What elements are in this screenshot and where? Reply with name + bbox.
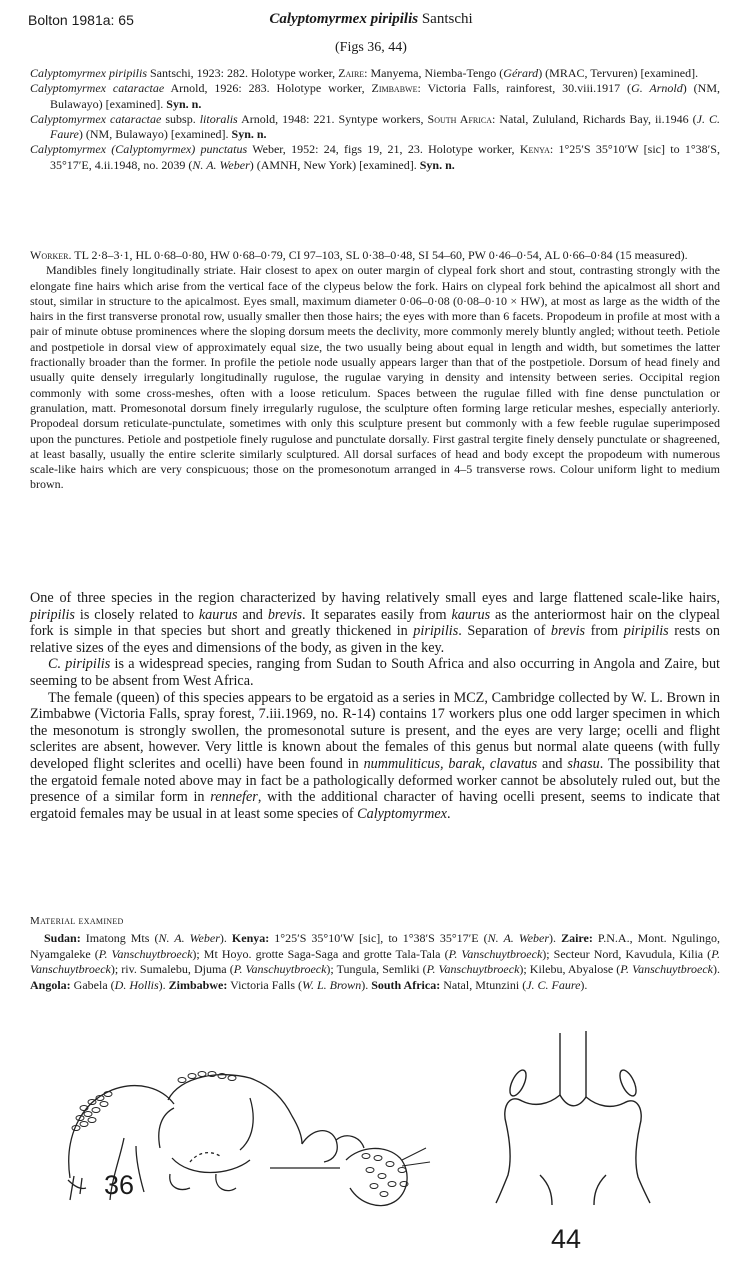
species-author: Santschi xyxy=(421,11,473,27)
text-run: . xyxy=(446,805,451,822)
synonymy-text: ) (AMNH, New York) [examined]. xyxy=(249,157,420,172)
bold-text: Sudan: xyxy=(44,931,81,945)
bold-text: Angola: xyxy=(30,977,71,992)
text-run: is closely related to xyxy=(74,606,199,623)
italic-text: P. Vanschuytbroeck xyxy=(30,946,720,977)
discussion xyxy=(30,590,720,822)
synonymy-text: ) (NM, Bulawayo) [examined]. xyxy=(78,127,232,142)
text-run: and xyxy=(237,606,268,623)
italic-text: P. Vanschuytbroeck xyxy=(98,946,193,961)
synonym-mark: Syn. n. xyxy=(419,157,455,172)
synonymy-text: Weber, 1952: 24, figs 19, 21, 23. Holotype worker, xyxy=(247,142,520,157)
synonym-mark: Syn. n. xyxy=(231,127,267,142)
text-run: ); Tungula, Semliki ( xyxy=(326,962,427,977)
synonymy-text: ) (MRAC, Tervuren) [examined]. xyxy=(538,66,699,80)
synonymy-entry xyxy=(30,66,720,81)
synonymy-text: : 1°25′S 35°10′W [sic] to 1°38′S, 35°17′E, 4.ii.1948, no. 2039 ( xyxy=(50,142,720,172)
discussion-paragraph-3 xyxy=(30,690,720,823)
figure-36-drawing xyxy=(40,1028,440,1218)
text-run: Victoria Falls ( xyxy=(227,977,303,992)
italic-text: kaurus xyxy=(198,606,238,623)
text-run: . It separates easily from xyxy=(301,606,452,623)
worker-description xyxy=(30,248,720,493)
country-name: Zimbabwe xyxy=(371,81,418,96)
text-run: from xyxy=(585,623,624,640)
text-run: ); Secteur Nord, Kavudula, Kilia ( xyxy=(542,946,712,961)
text-run: ); Mt Hoyo. grotte Saga-Saga and grotte Tala-Tala ( xyxy=(192,946,449,961)
italic-text: J. C. Faure xyxy=(526,977,581,992)
italic-text: kaurus xyxy=(451,606,491,623)
collector-name: N. A. Weber xyxy=(192,157,250,172)
bold-text: South Africa: xyxy=(371,977,441,992)
text-run: The female (queen) of this species appears to be ergatoid as a series in MCZ, Cambridge collected by W. L. Brown in Zimbabwe (Victoria Falls, spray forest, 7.iii.1969, no. R-14) contains 17 workers plus one odd larger specimen in which the mesonotum is strongly swollen, the promesonotal suture is present, and the eyes are very large; ocelli and flight sclerites are absent, however. Very little is known about the females of this genus but normal alate queens (with fully developed flight sclerites and ocelli) have been found in xyxy=(30,689,720,772)
italic-text: P. Vanschuytbroeck xyxy=(620,962,713,977)
italic-text: brevis xyxy=(267,606,302,623)
text-run: ). xyxy=(549,931,562,945)
text-run: ); riv. Sumalebu, Djuma ( xyxy=(110,962,234,977)
text-run: . The possibility that the ergatoid female noted above may in fact be a pathologically deformed worker cannot be absolutely ruled out, but the presence of a similar form in xyxy=(30,755,720,806)
synonymy-text: : Victoria Falls, rainforest, 30.viii.1917 ( xyxy=(417,81,632,96)
italic-text: nummuliticus, barak, clavatus xyxy=(363,755,538,772)
italic-text: P. Vanschuytbroeck xyxy=(448,946,543,961)
worker-label: Worker xyxy=(30,248,69,262)
italic-text: N. A. Weber xyxy=(487,931,550,945)
taxon-name: Calyptomyrmex piripilis xyxy=(30,66,147,80)
synonymy-text: ) (NM, Bulawayo) [examined]. xyxy=(50,81,721,111)
text-run: ). xyxy=(361,977,372,992)
collector-name: J. C. Faure xyxy=(50,111,721,142)
collector-name: G. Arnold xyxy=(631,81,683,96)
text-run: ). xyxy=(712,962,720,977)
italic-text: shasu xyxy=(567,755,600,772)
text-run: rests on relative sizes of the eyes and dimensions of the body, as given in the key. xyxy=(30,623,720,656)
italic-text: piripilis xyxy=(413,623,459,640)
italic-text: N. A. Weber xyxy=(158,931,220,945)
worker-description-text: Mandibles finely longitudinally striate. Hair closest to apex on outer margin of clypeal fork short and stout, contrasting strongly with the elongate fine hairs which arise from the vertical face of the clypeus below the fork. Hairs on clypeal fork behind the apicalmost all short and stout, similar in structure to the apicalmost. Eyes small, maximum diameter 0·06–0·08 (0·08–0·10 × HW), at most as large as the width of the hairs in the first transverse pronotal row, usually smaller then those hairs; the eyes with more than 6 facets. Propodeum in profile at most with a pair of minute obtuse prominences where the sloping dorsum meets the declivity, more commonly merely bluntly angled; without teeth. Petiole and postpetiole in dorsal view of approximately equal size, the two usually being about equal in length and width, but sometimes the latter fractionally broader than the former. In profile the petiole node usually appears larger than that of the postpetiole. Dorsum of head finely and usually quite densely irregularly longitudinally rugulose, the rugulae varying in density and intensity between series. Occipital region commonly with some cross-meshes, often with a loose reticulum. Spaces between the rugulae filled with fine dense punctulation or granulation, matt. Promesonotal dorsum finely irregularly rugulose, the sculpture often forming large reticular meshes, especially anteriorly. Propodeal dorsum reticulate-punctulate, sometimes with only this sculpture present but commonly with a few feeble rugulae superimposed upon the punctures. Petiole and postpetiole finely rugulose and punctulate dorsally. First gastral tergite finely densely punctulate or shagreened, at least basally, usually the entire sclerite similarly sculptured. All dorsal surfaces of head and body except the propodeum with numerous scale-like hairs which are very conspicuous; those on the promesonotum arranged in 4–5 transverse rows. Colour uniform light to medium brown. xyxy=(30,263,720,492)
synonymy-text: Santschi, 1923: 282. Holotype worker, xyxy=(147,66,339,80)
text-run: as the anteriormost hair on the clypeal fork is simple in that species but short and greatly thickened in xyxy=(30,606,720,640)
italic-text: Calyptomyrmex xyxy=(357,805,447,822)
figure-44-label: 44 xyxy=(551,1224,582,1254)
synonym-mark: Syn. n. xyxy=(166,96,202,111)
text-run: . Separation of xyxy=(458,623,551,640)
measurements-text: . TL 2·8–3·1, HL 0·68–0·80, HW 0·68–0·79, CI 97–103, SL 0·38–0·48, SI 54–60, PW 0·46–0·54, AL 0·66–0·84 (15 measured). xyxy=(68,248,688,262)
text-run: Natal, Mtunzini ( xyxy=(440,977,527,992)
text-run: and xyxy=(537,755,568,772)
synonymy-entry xyxy=(30,112,720,143)
collector-name: Gérard xyxy=(503,66,539,80)
figure-reference: (Figs 36, 44) xyxy=(335,40,407,55)
bold-text: Zimbabwe: xyxy=(168,977,228,992)
figure-36-label: 36 xyxy=(104,1170,135,1200)
italic-text: brevis xyxy=(550,623,586,640)
synonymy-text: Arnold, 1926: 283. Holotype worker, xyxy=(164,81,372,96)
text-run: Imatong Mts ( xyxy=(80,931,159,945)
italic-text: D. Hollis xyxy=(114,977,159,992)
taxon-name: Calyptomyrmex cataractae xyxy=(30,81,165,96)
text-run: ). xyxy=(219,931,232,945)
synonymy-text: : Manyema, Niemba-Tengo ( xyxy=(364,66,504,80)
text-run: ). xyxy=(580,977,588,992)
synonymy-text: Arnold, 1948: 221. Syntype workers, xyxy=(237,111,428,126)
italic-text: piripilis xyxy=(623,623,669,640)
italic-text: piripilis xyxy=(30,606,75,623)
text-run: Gabela ( xyxy=(70,977,115,992)
country-name: Kenya xyxy=(519,142,550,157)
discussion-paragraph-1 xyxy=(30,590,720,656)
material-examined xyxy=(30,931,720,993)
worker-measurements xyxy=(30,248,720,263)
text-run: is a widespread species, ranging from Sudan to South Africa and also occurring in Angola and Zaire, but seeming to be absent from West Africa. xyxy=(30,656,720,689)
text-run: ); Kilebu, Abyalose ( xyxy=(519,962,621,977)
species-title xyxy=(0,11,742,28)
figure-44-drawing xyxy=(478,1025,668,1210)
species-name: Calyptomyrmex piripilis xyxy=(269,11,419,27)
italic-text: P. Vanschuytbroeck xyxy=(233,962,327,977)
material-heading: Material examined xyxy=(30,915,124,927)
text-run: , with the additional character of having ocelli present, seems to indicate that ergatoid females may be usual in at least some species of xyxy=(30,789,720,822)
country-name: South Africa xyxy=(427,111,493,126)
text-run: 1°25′S 35°10′W [sic], to 1°38′S 35°17′E ( xyxy=(269,931,488,945)
text-run: P.N.A., Mont. Ngulingo, Nyamgaleke ( xyxy=(30,931,720,961)
taxon-name: Calyptomyrmex cataractae xyxy=(30,111,162,126)
text-run: One of three species in the region characterized by having relatively small eyes and large flattened scale-like hairs, xyxy=(30,590,720,606)
synonymy-list xyxy=(30,66,720,173)
citation-header: Bolton 1981a: 65 xyxy=(28,12,134,28)
taxon-name: Calyptomyrmex (Calyptomyrmex) punctatus xyxy=(30,142,248,157)
discussion-paragraph-2 xyxy=(30,656,720,689)
italic-text: C. piripilis xyxy=(48,656,111,673)
synonymy-text: subsp. xyxy=(161,111,200,126)
synonymy-entry xyxy=(30,142,720,173)
italic-text: W. L. Brown xyxy=(302,977,362,992)
synonymy-text: : Natal, Zululand, Richards Bay, ii.1946 ( xyxy=(492,111,697,126)
bold-text: Zaire: xyxy=(561,931,593,945)
text-run: ). xyxy=(158,977,169,992)
synonymy-entry xyxy=(30,81,720,112)
subspecies-name: litoralis xyxy=(199,111,238,126)
country-name: Zaire xyxy=(338,66,365,80)
italic-text: P. Vanschuytbroeck xyxy=(426,962,520,977)
italic-text: rennefer xyxy=(210,789,258,806)
bold-text: Kenya: xyxy=(231,931,270,945)
